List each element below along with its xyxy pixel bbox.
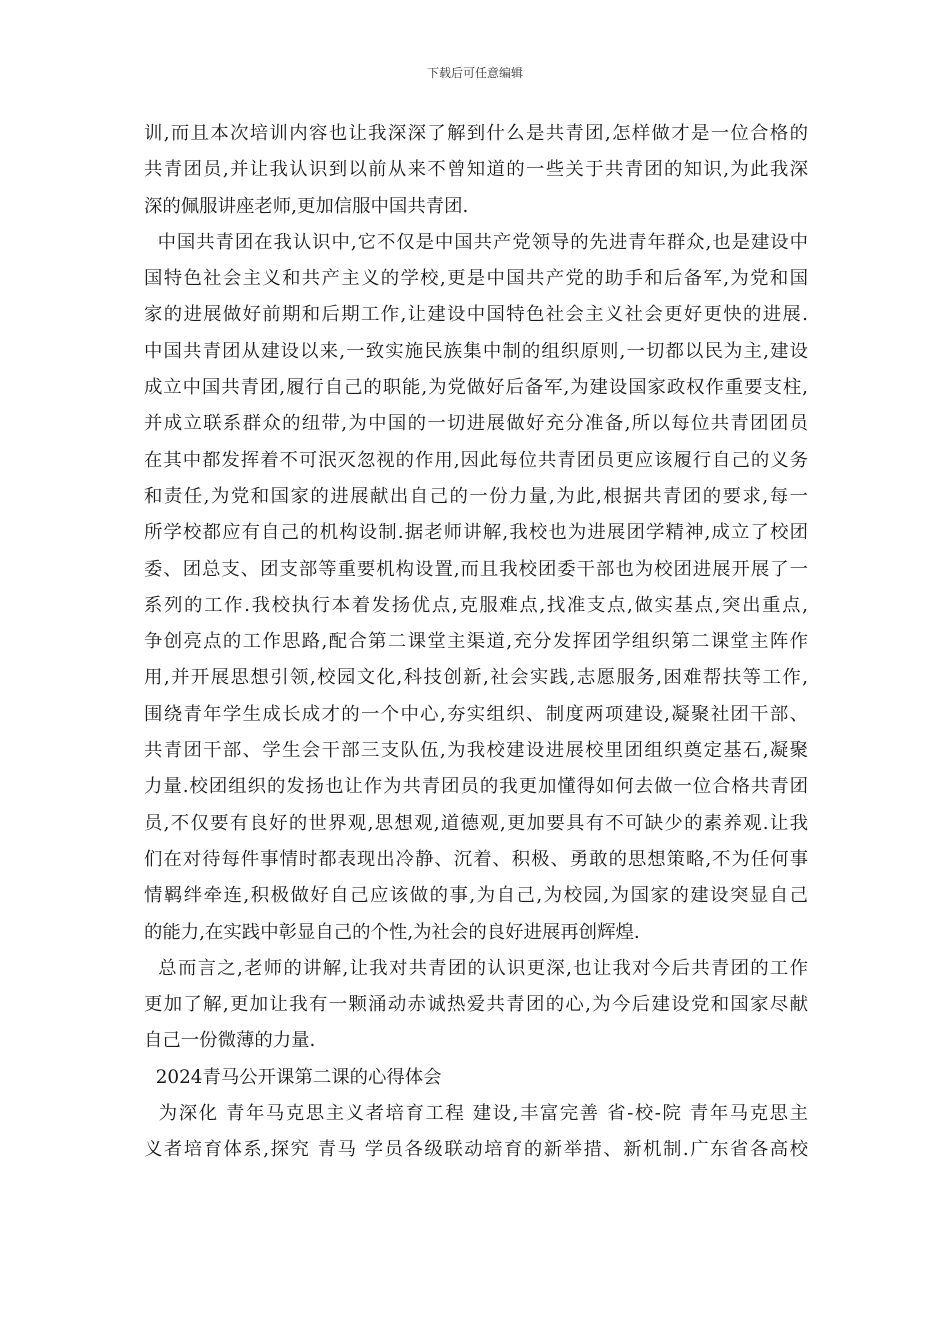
text-line: 们在对待每件事情时都表现出冷静、沉着、积极、勇敢的思想策略,不为任何事 bbox=[144, 848, 808, 870]
text-line: 情羁绊牵连,积极做好自己应该做的事,为自己,为校园,为国家的建设突显自己 bbox=[144, 885, 808, 907]
text-line: 并成立联系群众的纽带,为中国的一切进展做好充分准备,所以每位共青团团员 bbox=[144, 413, 808, 435]
text-line: 深的佩服讲座老师,更加信服中国共青团. bbox=[144, 195, 469, 217]
text-line: 为深化 青年马克思主义者培育工程 建设,丰富完善 省-校-院 青年马克思主 bbox=[144, 1103, 808, 1125]
document-body bbox=[144, 116, 808, 1169]
text-line: 争创亮点的工作思路,配合第二课堂主渠道,充分发挥团学组织第二课堂主阵作 bbox=[144, 631, 808, 653]
text-line: 系列的工作.我校执行本着发扬优点,克服难点,找准支点,做实基点,突出重点, bbox=[144, 594, 808, 616]
text-line: 所学校都应有自己的机构设制.据老师讲解,我校也为进展团学精神,成立了校团 bbox=[144, 522, 808, 544]
page-header: 下载后可任意编辑 bbox=[426, 66, 523, 80]
text-line: 训,而且本次培训内容也让我深深了解到什么是共青团,怎样做才是一位合格的 bbox=[144, 123, 808, 144]
text-line: 更加了解,更加让我有一颗涌动赤诚热爱共青团的心,为今后建设党和国家尽献 bbox=[144, 994, 808, 1016]
text-line: 总而言之,老师的讲解,让我对共青团的认识更深,也让我对今后共青团的工作 bbox=[144, 957, 808, 979]
text-line: 家的进展做好前期和后期工作,让建设中国特色社会主义社会更好更快的进展. bbox=[144, 304, 808, 326]
text-line: 用,并开展思想引领,校园文化,科技创新,社会实践,志愿服务,困难帮扶等工作, bbox=[144, 667, 808, 689]
text-line: 的能力,在实践中彰显自己的个性,为社会的良好进展再创辉煌. bbox=[144, 921, 640, 943]
text-line: 和责任,为党和国家的进展献出自己的一份力量,为此,根据共青团的要求,每一 bbox=[144, 485, 808, 507]
text-line: 共青团干部、学生会干部三支队伍,为我校建设进展校里团组织奠定基石,凝聚 bbox=[144, 740, 808, 762]
text-line: 围绕青年学生成长成才的一个中心,夯实组织、制度两项建设,凝聚社团干部、 bbox=[144, 703, 808, 725]
text-line: 中国共青团从建设以来,一致实施民族集中制的组织原则,一切都以民为主,建设 bbox=[144, 340, 808, 362]
text-line: 成立中国共青团,履行自己的职能,为党做好后备军,为建设国家政权作重要支柱, bbox=[144, 377, 808, 399]
text-line: 中国共青团在我认识中,它不仅是中国共产党领导的先进青年群众,也是建设中 bbox=[144, 231, 808, 253]
text-line: 在其中都发挥着不可泯灭忽视的作用,因此每位共青团员更应该履行自己的义务 bbox=[144, 449, 808, 471]
text-line: 共青团员,并让我认识到以前从来不曾知道的一些关于共青团的知识,为此我深 bbox=[144, 159, 808, 181]
text-line: 自己一份微薄的力量. bbox=[144, 1030, 316, 1052]
text-line: 委、团总支、团支部等重要机构设置,而且我校团委干部也为校团进展开展了一 bbox=[144, 558, 808, 580]
text-line: 义者培育体系,探究 青马 学员各级联动培育的新举措、新机制.广东省各高校 bbox=[144, 1139, 808, 1161]
text-line: 力量.校团组织的发扬也让作为共青团员的我更加懂得如何去做一位合格共青团 bbox=[144, 776, 808, 798]
text-line: 员,不仅要有良好的世界观,思想观,道德观,更加要具有不可缺少的素养观.让我 bbox=[144, 812, 808, 834]
text-line: 国特色社会主义和共产主义的学校,更是中国共产党的助手和后备军,为党和国 bbox=[144, 268, 808, 290]
text-line: 2024青马公开课第二课的心得体会 bbox=[144, 1066, 442, 1088]
